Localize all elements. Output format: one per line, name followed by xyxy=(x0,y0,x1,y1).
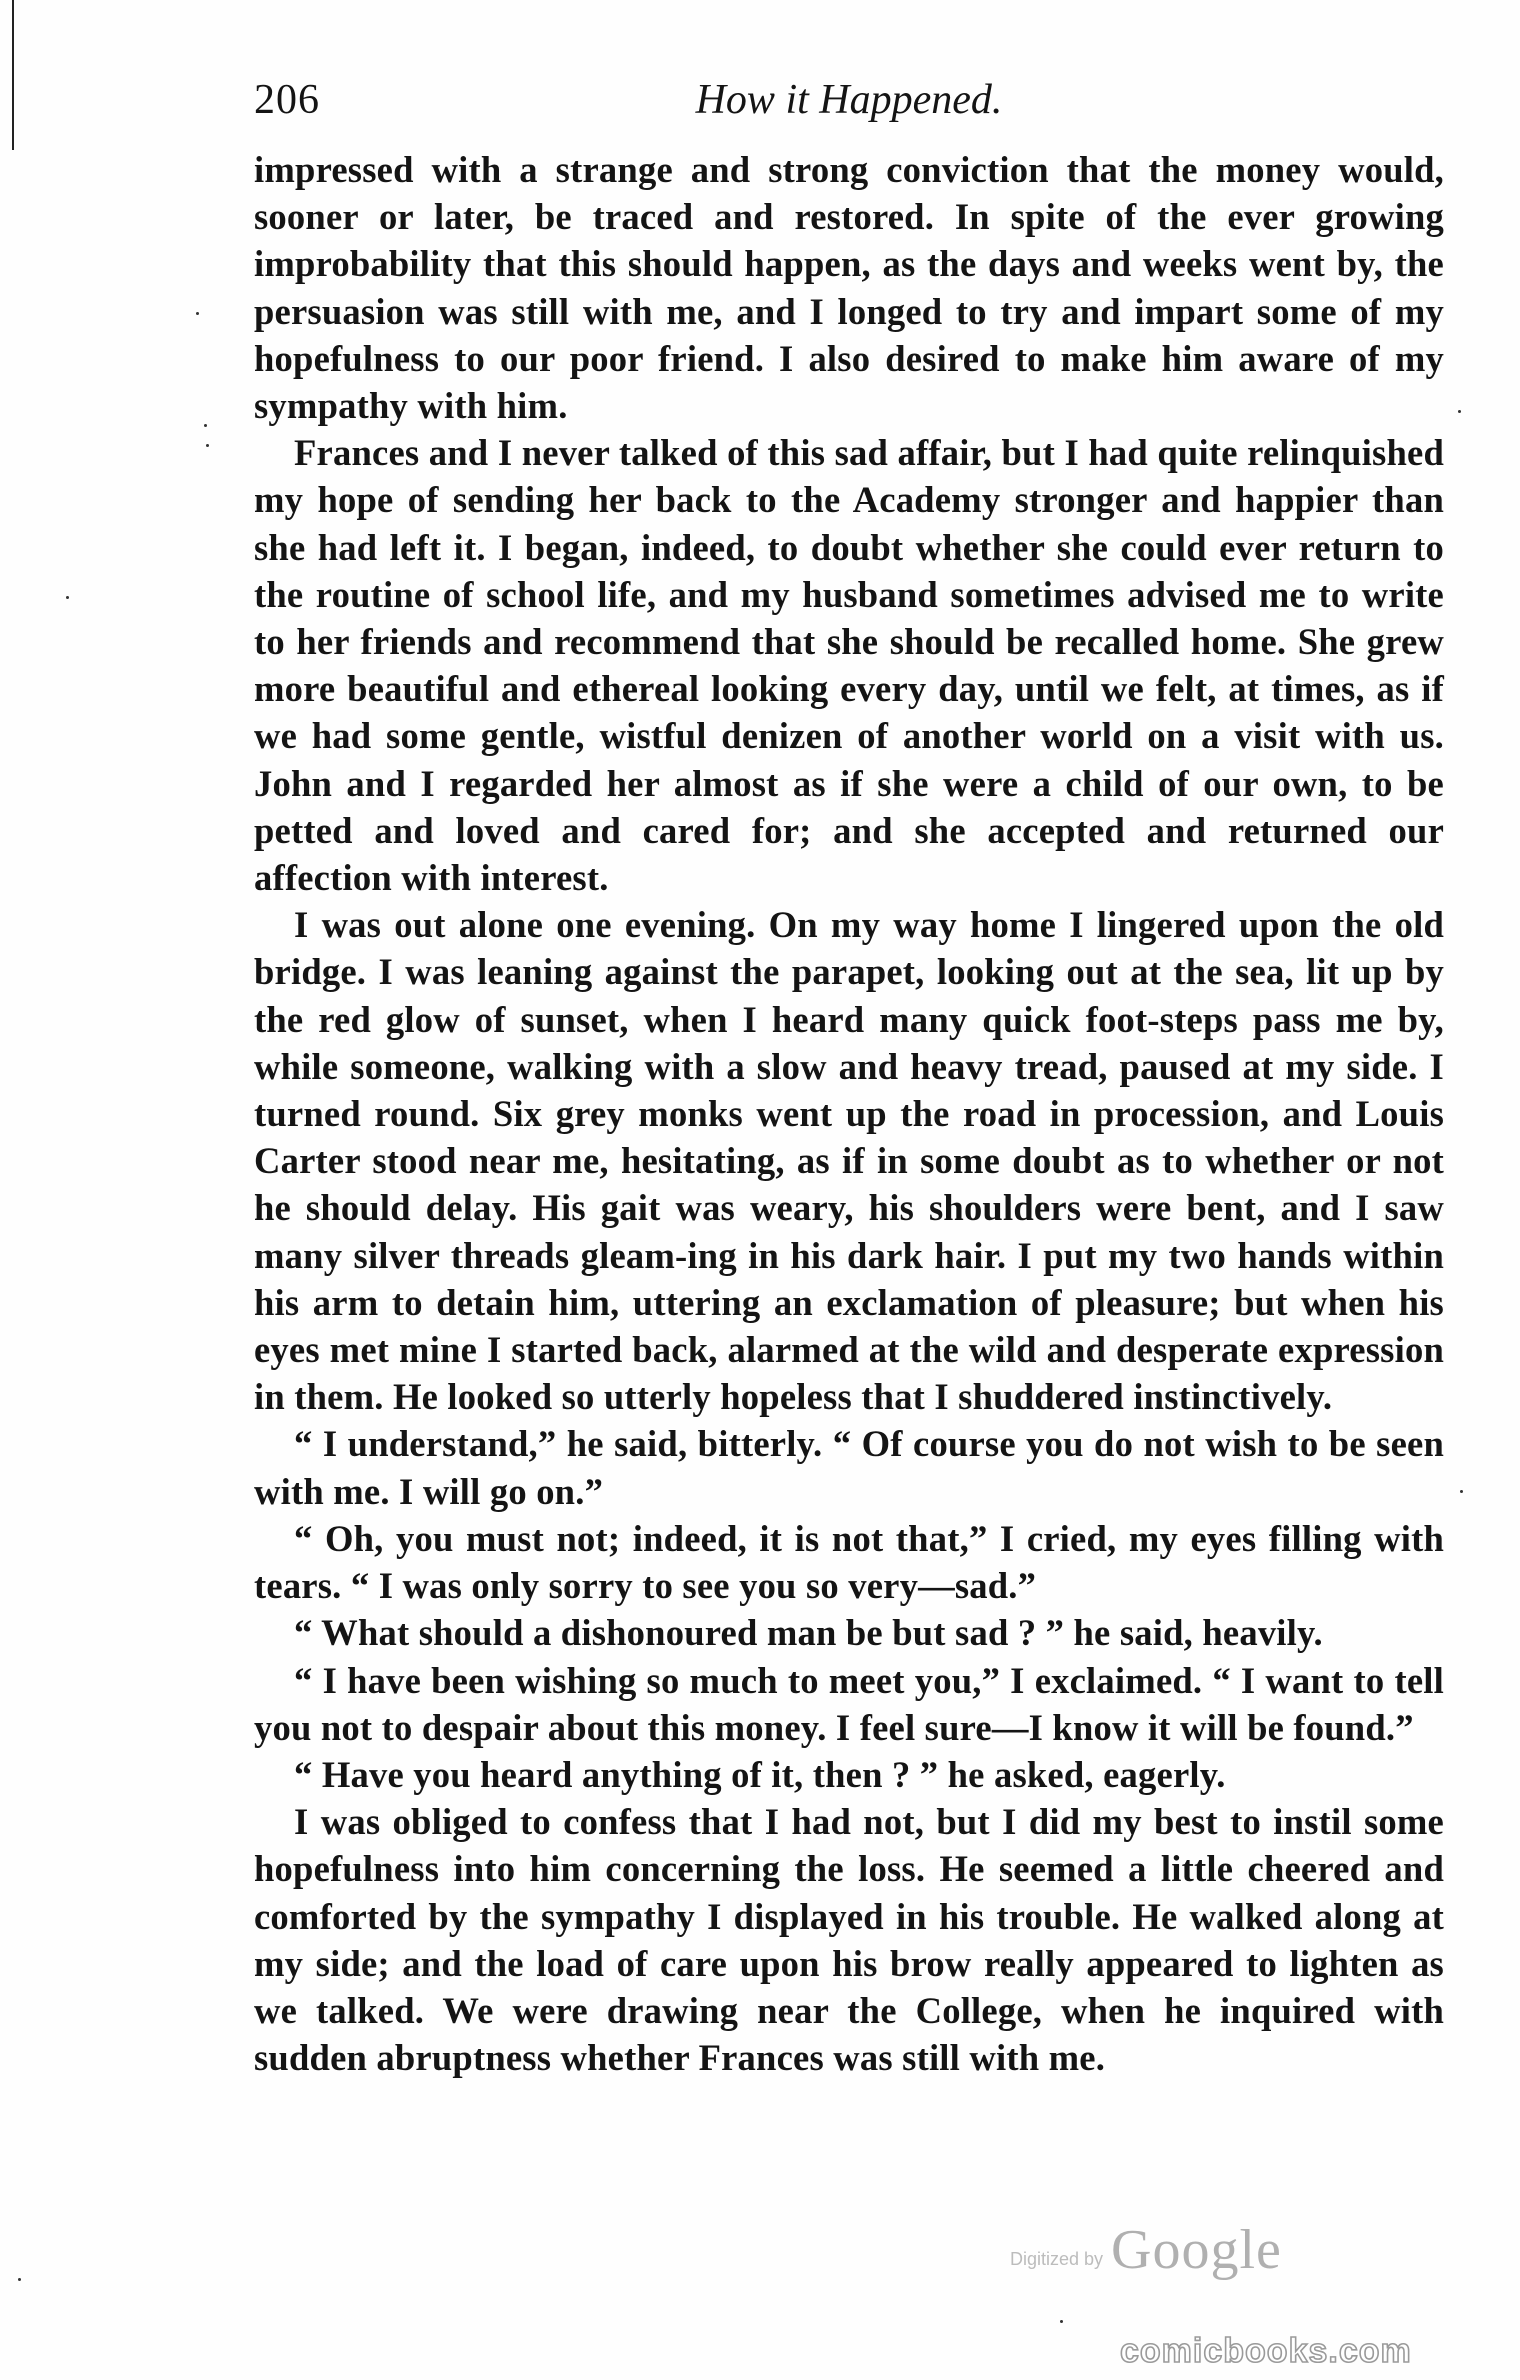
paragraph: I was out alone one evening. On my way home I lingered upon the old bridge. I was leaning against the parapet, looking out at the sea, lit up by the red glow of sunset, when I heard many quick foot-steps pass me by, while someone, walking with a slow and heavy tread, paused at my side. I turned round. Six grey monks went up the road in procession, and Louis Carter stood near me, hesitating, as if in some doubt as to whether or not he should delay. His gait was weary, his shoulders were bent, and I saw many silver threads gleam-ing in his dark hair. I put my two hands within his arm to detain him, uttering an exclamation of pleasure; but when his eyes met mine I started back, alarmed at the wild and desperate expression in them. He looked so utterly hopeless that I shuddered instinctively. xyxy=(254,904,1444,1418)
google-watermark xyxy=(1010,2220,1340,2280)
scan-speck xyxy=(66,596,69,599)
scan-speck xyxy=(18,2278,21,2281)
scan-speck xyxy=(1060,2320,1063,2323)
paragraph: “ I have been wishing so much to meet you,” I exclaimed. “ I want to tell you not to despair about this money. I feel sure—I know it will be found.” xyxy=(254,1659,1444,1748)
running-title: How it Happened. xyxy=(695,77,1003,123)
site-watermark-text: comicbooks.com xyxy=(1120,2332,1412,2370)
scan-speck xyxy=(1460,1490,1463,1493)
body-text xyxy=(254,146,1444,2081)
paragraph: I was obliged to confess that I had not, but I did my best to instil some hopefulness into him concerning the loss. He seemed a little cheered and comforted by the sympathy I displayed in his trouble. He walked along at my side; and the load of care upon his brow really appeared to lighten as we talked. We were drawing near the College, when he inquired with sudden abruptness whether Frances was still with me. xyxy=(254,1801,1444,2079)
scan-speck xyxy=(206,444,209,447)
paragraph: impressed with a strange and strong conviction that the money would, sooner or later, be traced and restored. In spite of the ever growing improbability that this should happen, as the days and weeks went by, the persuasion was still with me, and I longed to try and impart some of my hopefulness to our poor friend. I also desired to make him aware of my sympathy with him. xyxy=(254,149,1444,427)
site-watermark xyxy=(1120,2330,1500,2370)
scan-speck xyxy=(196,312,199,315)
page-number: 206 xyxy=(254,77,320,123)
google-logo-text: Google xyxy=(1111,2219,1282,2281)
paragraph: “ Have you heard anything of it, then ? ” he asked, eagerly. xyxy=(294,1753,1226,1795)
page-header xyxy=(254,70,1444,130)
paragraph: “ What should a dishonoured man be but sad ? ” he said, heavily. xyxy=(294,1612,1323,1654)
scan-speck xyxy=(204,424,207,427)
scan-edge-line xyxy=(12,0,14,150)
digitized-by-label: Digitized by xyxy=(1010,2249,1104,2269)
scan-speck xyxy=(1458,410,1461,413)
paragraph: Frances and I never talked of this sad affair, but I had quite relinquished my hope of sending her back to the Academy stronger and happier than she had left it. I began, indeed, to doubt whether she could ever return to the routine of school life, and my husband sometimes advised me to write to her friends and recommend that she should be recalled home. She grew more beautiful and ethereal looking every day, until we felt, at times, as if we had some gentle, wistful denizen of another world on a visit with us. John and I regarded her almost as if she were a child of our own, to be petted and loved and cared for; and she accepted and returned our affection with interest. xyxy=(254,432,1444,899)
paragraph: “ I understand,” he said, bitterly. “ Of course you do not wish to be seen with me. I will go on.” xyxy=(254,1423,1444,1512)
paragraph: “ Oh, you must not; indeed, it is not that,” I cried, my eyes filling with tears. “ I was only sorry to see you so very—sad.” xyxy=(254,1517,1444,1607)
